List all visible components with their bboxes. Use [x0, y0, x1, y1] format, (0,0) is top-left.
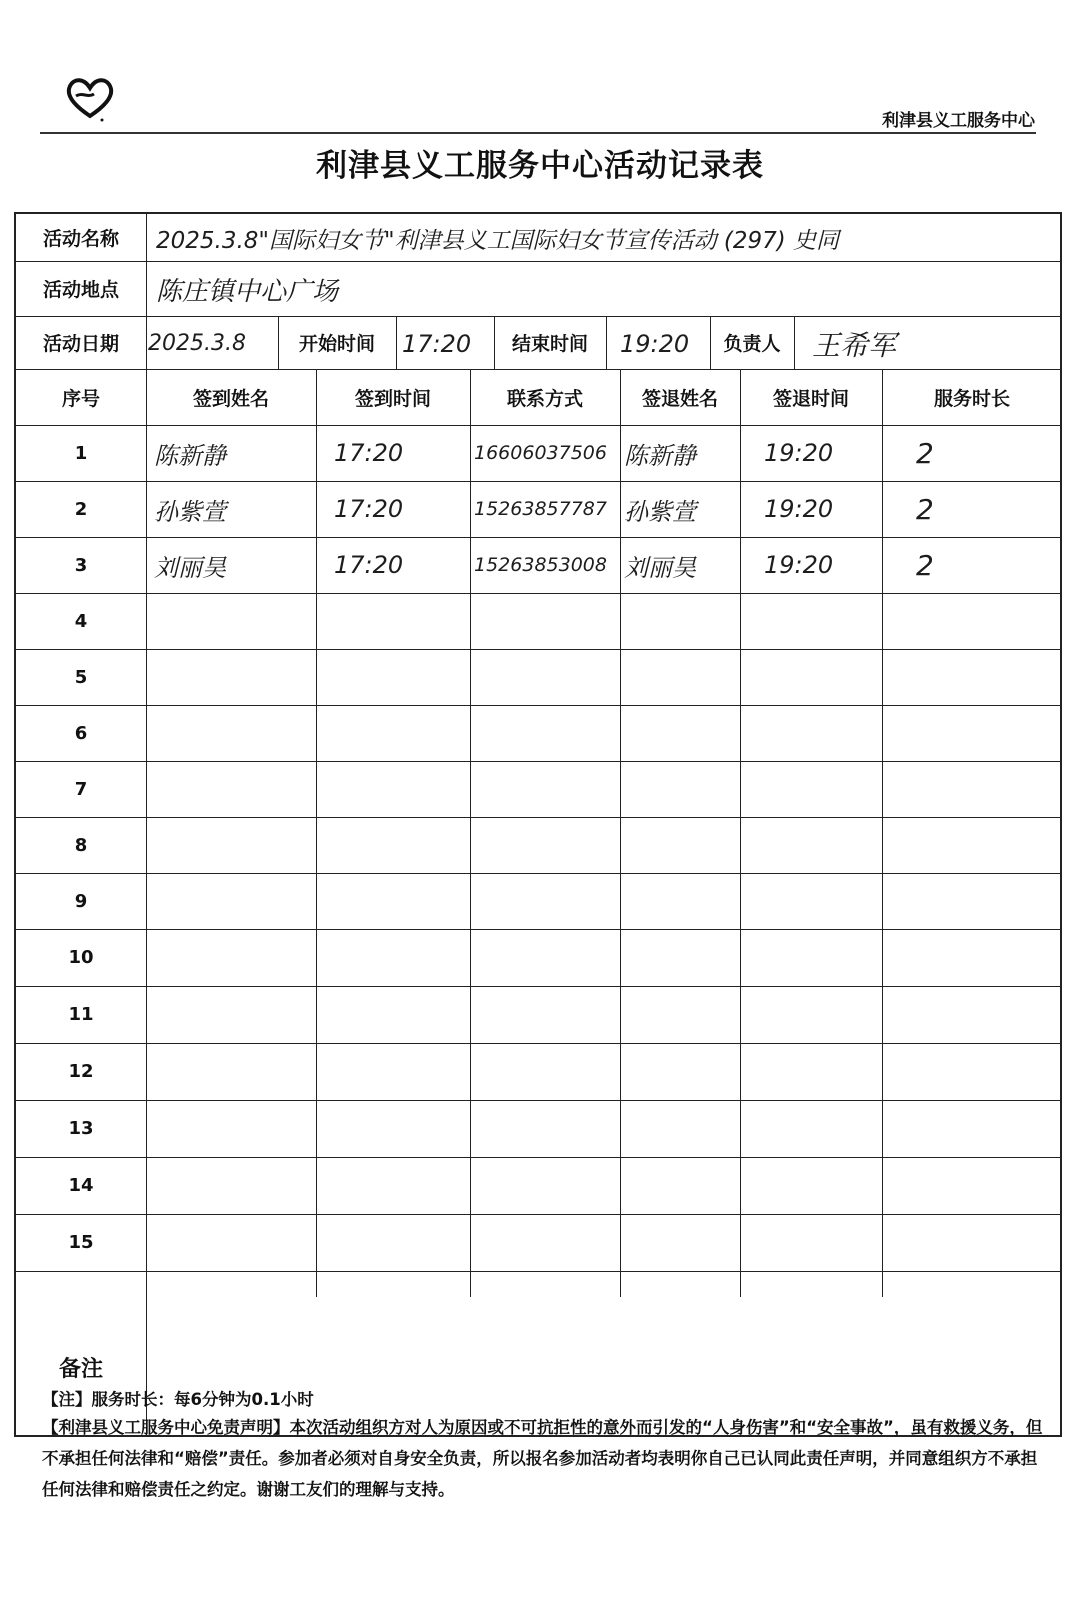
- row-divider: [16, 1271, 1060, 1272]
- row-divider: [16, 649, 1060, 650]
- signin-name-cell: [154, 651, 314, 703]
- service-hours-cell: [916, 763, 1056, 815]
- service-hours-note: 【注】服务时长：每6分钟为0.1小时: [42, 1390, 314, 1409]
- signin-name-cell: [154, 875, 314, 927]
- service-hours-cell: [916, 595, 1056, 647]
- row-divider: [16, 986, 1060, 987]
- contact-cell: [474, 651, 620, 703]
- col-header-contact: 联系方式: [506, 387, 583, 410]
- row-number: 10: [68, 947, 94, 968]
- signout-time-cell: 19:20: [764, 439, 834, 467]
- row-divider: [16, 761, 1060, 762]
- row-divider: [16, 261, 1060, 262]
- row-divider: [16, 1100, 1060, 1101]
- contact-cell: [474, 1045, 620, 1098]
- signin-time-cell: [334, 931, 468, 984]
- contact-cell: [474, 1102, 620, 1155]
- row-divider: [16, 481, 1060, 482]
- row-divider: [16, 873, 1060, 874]
- col-header-signin-time: 签到时间: [354, 387, 431, 410]
- signin-name-cell: 刘丽昊: [154, 553, 226, 582]
- signin-time-cell: [334, 651, 468, 703]
- signout-time-cell: [764, 988, 880, 1041]
- service-hours-cell: 2: [916, 436, 934, 470]
- contact-cell: [474, 819, 620, 871]
- signout-name-cell: [624, 1102, 738, 1155]
- signin-time-cell: [334, 707, 468, 759]
- signin-time-cell: [334, 1102, 468, 1155]
- signout-name-cell: [624, 1045, 738, 1098]
- row-number: 15: [68, 1232, 94, 1253]
- signout-time-cell: [764, 651, 880, 703]
- col-divider: [396, 316, 397, 369]
- row-number: 11: [68, 1004, 94, 1025]
- signin-name-cell: [154, 819, 314, 871]
- signout-time-cell: [764, 763, 880, 815]
- row-number: 5: [74, 666, 88, 688]
- start-time-value: 17:20: [402, 329, 472, 358]
- heart-logo-icon: [62, 72, 118, 124]
- signout-name-cell: [624, 763, 738, 815]
- signout-time-cell: [764, 1102, 880, 1155]
- signout-time-cell: [764, 707, 880, 759]
- col-divider: [146, 214, 147, 369]
- signin-name-cell: 陈新静: [154, 441, 226, 470]
- col-divider: [316, 369, 317, 1297]
- row-divider: [16, 929, 1060, 930]
- contact-cell: [474, 931, 620, 984]
- col-divider: [146, 369, 147, 1437]
- contact-cell: [474, 595, 620, 647]
- contact-cell: [474, 875, 620, 927]
- contact-cell: 15263853008: [474, 554, 607, 576]
- leader-value: 王希军: [812, 328, 897, 362]
- service-hours-cell: [916, 819, 1056, 871]
- row-number: 1: [74, 442, 88, 464]
- row-divider: [16, 705, 1060, 706]
- row-divider: [16, 537, 1060, 538]
- row-divider: [16, 1157, 1060, 1158]
- signout-name-cell: [624, 875, 738, 927]
- service-hours-cell: [916, 1159, 1056, 1212]
- row-divider: [16, 1214, 1060, 1215]
- service-hours-cell: [916, 1102, 1056, 1155]
- col-header-signout-name: 签退姓名: [641, 387, 718, 410]
- row-number: 7: [74, 778, 88, 800]
- row-number: 14: [68, 1175, 94, 1196]
- row-divider: [16, 1043, 1060, 1044]
- signout-time-cell: [764, 1159, 880, 1212]
- signout-time-cell: [764, 1045, 880, 1098]
- remarks-label: 备注: [58, 1356, 103, 1382]
- org-header-name: 利津县义工服务中心: [882, 111, 1035, 131]
- activity-location-label: 活动地点: [42, 279, 119, 301]
- row-number: 6: [74, 722, 88, 744]
- row-number: 2: [74, 498, 88, 520]
- contact-cell: 16606037506: [474, 442, 607, 464]
- activity-record-form: [14, 212, 1062, 1437]
- signout-name-cell: [624, 651, 738, 703]
- signin-time-cell: [334, 875, 468, 927]
- signout-name-cell: [624, 988, 738, 1041]
- end-time-label: 结束时间: [511, 333, 588, 355]
- signout-time-cell: [764, 875, 880, 927]
- row-divider: [16, 817, 1060, 818]
- row-number: 9: [74, 890, 88, 912]
- signout-name-cell: [624, 819, 738, 871]
- contact-cell: [474, 763, 620, 815]
- contact-cell: [474, 1216, 620, 1269]
- contact-cell: 15263857787: [474, 498, 607, 520]
- activity-name-value: 2025.3.8"国际妇女节"利津县义工国际妇女节宣传活动 (297) 史同: [156, 228, 840, 254]
- col-header-signout-time: 签退时间: [772, 387, 849, 410]
- signin-time-cell: [334, 819, 468, 871]
- signout-name-cell: [624, 1159, 738, 1212]
- signout-name-cell: 刘丽昊: [624, 553, 696, 582]
- signin-time-cell: [334, 595, 468, 647]
- row-number: 3: [74, 554, 88, 576]
- page-title: 利津县义工服务中心活动记录表: [316, 148, 764, 184]
- signout-name-cell: [624, 931, 738, 984]
- row-number: 13: [68, 1118, 94, 1139]
- contact-cell: [474, 707, 620, 759]
- service-hours-cell: 2: [916, 492, 934, 526]
- contact-cell: [474, 988, 620, 1041]
- signin-time-cell: 17:20: [334, 439, 404, 467]
- signout-name-cell: 陈新静: [624, 441, 696, 470]
- leader-label: 负责人: [723, 333, 781, 355]
- signin-time-cell: 17:20: [334, 495, 404, 523]
- header-divider: [40, 132, 1036, 134]
- col-divider: [470, 369, 471, 1297]
- activity-name-label: 活动名称: [42, 228, 119, 250]
- signin-name-cell: [154, 931, 314, 984]
- start-time-label: 开始时间: [298, 333, 375, 355]
- signin-name-cell: [154, 1045, 314, 1098]
- signout-time-cell: [764, 931, 880, 984]
- signin-name-cell: [154, 707, 314, 759]
- signin-name-cell: [154, 1102, 314, 1155]
- signin-time-cell: [334, 763, 468, 815]
- col-divider: [620, 369, 621, 1297]
- col-divider: [794, 316, 795, 369]
- signin-name-cell: [154, 595, 314, 647]
- signin-name-cell: [154, 763, 314, 815]
- signin-name-cell: 孙紫萱: [154, 497, 226, 526]
- col-header-no: 序号: [61, 387, 100, 410]
- row-number: 12: [68, 1061, 94, 1082]
- signout-time-cell: [764, 819, 880, 871]
- row-divider: [16, 425, 1060, 426]
- row-number: 8: [74, 834, 88, 856]
- service-hours-cell: [916, 1045, 1056, 1098]
- signin-name-cell: [154, 1159, 314, 1212]
- disclaimer-text: 【利津县义工服务中心免责声明】本次活动组织方对人为原因或不可抗拒性的意外而引发的“人身伤害”和“安全事故”，虽有救援义务，但不承担任何法律和“赔偿”责任。参加者必须对自身安全负责，所以报名参加活动者均表明你自己已认同此责任声明，并同意组织方不承担任何法律和赔偿责任之约定。谢谢工友们的理解与支持。: [42, 1418, 1043, 1499]
- signout-name-cell: [624, 1216, 738, 1269]
- activity-location-value: 陈庄镇中心广场: [156, 277, 339, 307]
- service-hours-cell: [916, 1216, 1056, 1269]
- row-number: 4: [74, 610, 88, 632]
- signin-time-cell: [334, 1045, 468, 1098]
- signout-name-cell: [624, 707, 738, 759]
- signin-time-cell: [334, 988, 468, 1041]
- service-hours-cell: 2: [916, 548, 934, 582]
- service-hours-cell: [916, 707, 1056, 759]
- service-hours-cell: [916, 875, 1056, 927]
- col-divider: [606, 316, 607, 369]
- service-hours-cell: [916, 931, 1056, 984]
- signin-time-cell: [334, 1216, 468, 1269]
- signout-name-cell: 孙紫萱: [624, 497, 696, 526]
- end-time-value: 19:20: [620, 329, 690, 358]
- service-hours-cell: [916, 988, 1056, 1041]
- signin-name-cell: [154, 1216, 314, 1269]
- signin-time-cell: 17:20: [334, 551, 404, 579]
- col-header-signin-name: 签到姓名: [192, 387, 269, 410]
- signout-time-cell: [764, 1216, 880, 1269]
- signin-time-cell: [334, 1159, 468, 1212]
- activity-date-value: 2025.3.8: [148, 331, 246, 356]
- contact-cell: [474, 1159, 620, 1212]
- signout-time-cell: 19:20: [764, 495, 834, 523]
- signout-time-cell: [764, 595, 880, 647]
- service-hours-cell: [916, 651, 1056, 703]
- col-divider: [882, 369, 883, 1297]
- signout-time-cell: 19:20: [764, 551, 834, 579]
- signin-name-cell: [154, 988, 314, 1041]
- signout-name-cell: [624, 595, 738, 647]
- row-divider: [16, 593, 1060, 594]
- col-divider: [740, 369, 741, 1297]
- activity-date-label: 活动日期: [42, 333, 119, 355]
- col-header-service-hours: 服务时长: [933, 387, 1010, 410]
